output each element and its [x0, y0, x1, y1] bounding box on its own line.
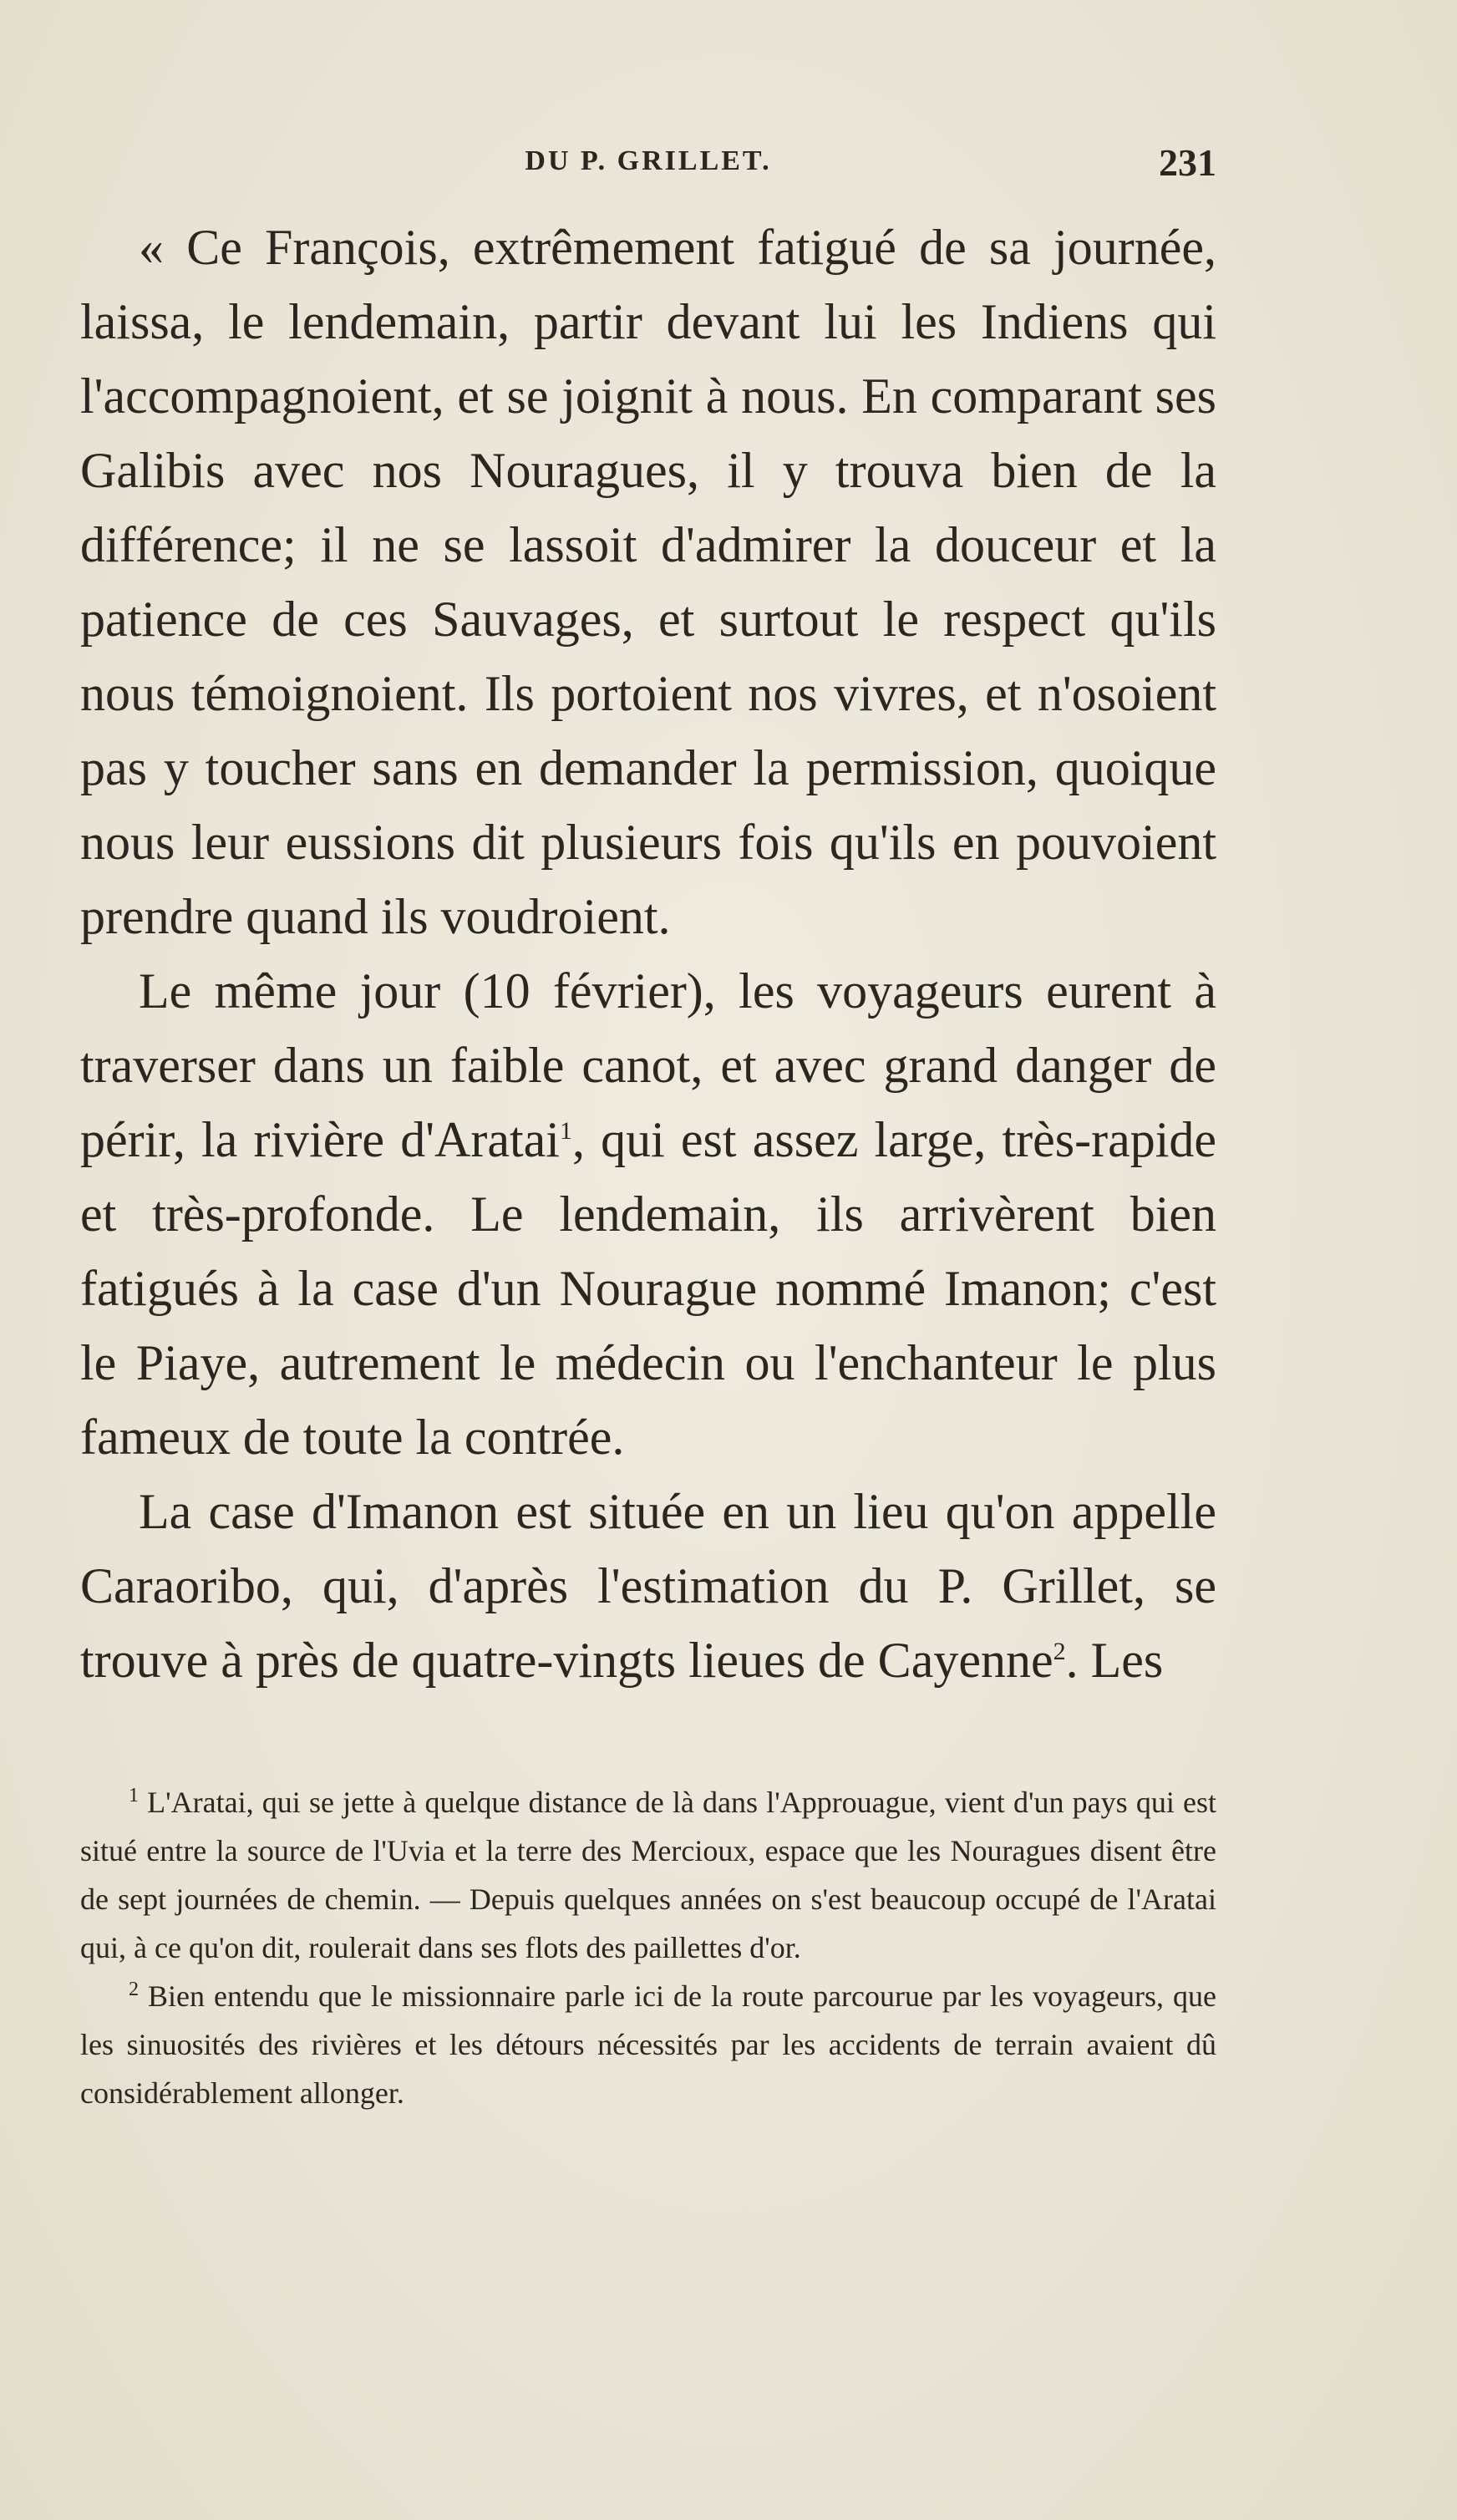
- footnote-ref-2: 2: [1053, 1638, 1066, 1665]
- footnotes: [80, 1778, 1216, 2117]
- paragraph-2-text-a: Le même jour (10 février), les voyageurs eurent à traverser dans un faible canot, et avec grand danger de périr, la rivière d'Aratai: [80, 963, 1216, 1167]
- footnote-mark-2: 2: [129, 1979, 139, 2000]
- paragraph-3-text-a: La case d'Imanon est située en un lieu qu'on appelle Caraoribo, qui, d'après l'estimation du P. Grillet, se trouve à près de quatre-vingts lieues de Cayenne: [80, 1484, 1216, 1688]
- footnote-2-text: Bien entendu que le missionnaire parle ici de la route parcourue par les voyageurs, que les sinuosités des rivières et les détours nécessités par les accidents de terrain avaient dû considérablement allonger.: [80, 1979, 1216, 2110]
- page-header: [80, 140, 1216, 191]
- footnote-ref-1: 1: [559, 1117, 572, 1145]
- footnote-2: [80, 1972, 1216, 2117]
- running-head: DU P. GRILLET.: [525, 145, 772, 176]
- page-number: 231: [1159, 141, 1216, 184]
- paragraph-1: « Ce François, extrêmement fatigué de sa journée, laissa, le lendemain, partir devant lui les Indiens qui l'accompagnoient, et se joignit à nous. En comparant ses Galibis avec nos Nouragues, il y trouva bien de la différence; il ne se lassoit d'admirer la douceur et la patience de ces Sauvages, et surtout le respect qu'ils nous témoignoient. Ils portoient nos vivres, et n'osoient pas y toucher sans en demander la permission, quoique nous leur eussions dit plusieurs fois qu'ils en pouvoient prendre quand ils voudroient.: [80, 220, 1216, 944]
- footnote-1: [80, 1778, 1216, 1972]
- footnote-mark-1: 1: [129, 1785, 139, 1806]
- paragraph-3-text-b: . Les: [1065, 1633, 1164, 1688]
- paragraph-2: [80, 954, 1216, 1475]
- paragraph-2-text-b: , qui est assez large, très-rapide et très-profonde. Le lendemain, ils arrivèrent bien fatigués à la case d'un Nourague nommé Imanon; c'est le Piaye, autrement le médecin ou l'enchanteur le plus fameux de toute la contrée.: [80, 1112, 1217, 1465]
- paragraph-3: [80, 1475, 1216, 1698]
- footnote-1-text: L'Aratai, qui se jette à quelque distance de là dans l'Approuague, vient d'un pays qui est situé entre la source de l'Uvia et la terre des Mercioux, espace que les Nouragues disent être de sept journées de chemin. — Depuis quelques années on s'est beaucoup occupé de l'Aratai qui, à ce qu'on dit, roulerait dans ses flots des paillettes d'or.: [80, 1786, 1216, 1964]
- main-text: [80, 211, 1216, 1698]
